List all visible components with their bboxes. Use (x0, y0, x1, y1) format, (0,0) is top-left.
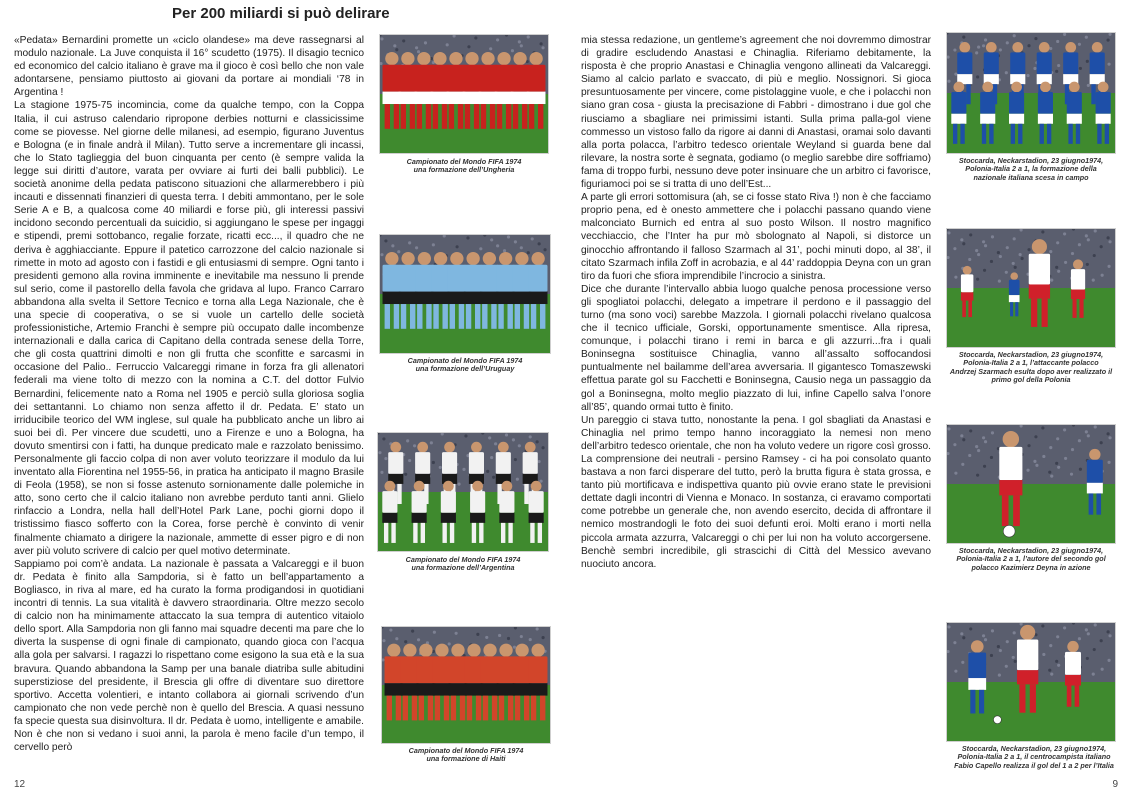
caption-haiti: Campionato del Mondo FIFA 1974 una formazione di Haiti (408, 746, 524, 764)
caption-deyna: Stoccarda, Neckarstadion, 23 giugno1974, Polonia-Italia 2 a 1, l’autore del secondo gol polacco Kazimierz Deyna in azione (956, 546, 1106, 572)
caption-italy-team: Stoccarda, Neckarstadion, 23 giugno1974, Polonia-Italia 2 a 1, la formazione della nazionale italiana scesa in campo (958, 156, 1104, 182)
photo-deyna-action (946, 424, 1116, 544)
left-text-column (14, 34, 364, 754)
article-title: Per 200 miliardi si può delirare (172, 5, 390, 22)
right-paragraph: A parte gli errori sottomisura (ah, se ci fosse stato Riva !) non è che facciamo proprio pena, ed è onesto ammettere che i polacchi passano quando viene malconciato Burnich ed entra al suo posto Wilson. Il nostro magnifico vecchiaccio, che l’Inter ha pur mò sbolognato al Napoli, si distorce un ginocchio affrontando il falloso Szarmach al 31’, pochi minuti dopo, al 38’, il citato Szarmach infila Zoff in acrobazia, e al 44’ raddoppia Deyna con un gran tiro da fuori che sfiora imprendibile l’incrocio a sinistra. (581, 192, 931, 282)
photo-argentina-team (377, 432, 549, 552)
caption-argentina: Campionato del Mondo FIFA 1974 una formazione dell’Argentina (405, 555, 521, 573)
caption-szarmach: Stoccarda, Neckarstadion, 23 giugno1974, Polonia-Italia 2 a 1, l’attaccante polacco Andrzej Szarmach esulta dopo aver realizzato il primo gol della Polonia (949, 350, 1113, 385)
right-paragraph: Dice che durante l’intervallo abbia luogo qualche penosa processione verso gli spogliatoi polacchi, delegato a impetrare il perdono e il passaggio del turno (ma sono voci) sarebbe Mazzola. I giornali polacchi rivelano qualcosa che il tecnico ufficiale, Gorski, opportunamente smentisce. Alla ripresa, comunque, i polacchi tirano i remi in barca e gli azzurri...fra i quali Boninsegna sostituisce Chinaglia, vanno all’assalto soffocandosi puntualmente nel bailamme dell’area avversaria. Il gigantesco Tomaszewski effettua parate gol su Facchetti e Boninsegna, Causio nega un passaggio da gol a Boninsegna, molto meglio piazzato di lui, infine Capello salva l’onore all’85’, quando ormai tutto è finito. (581, 283, 931, 413)
right-text-column (581, 34, 931, 571)
photo-hungary-team (379, 34, 549, 154)
photo-szarmach-celebration (946, 228, 1116, 348)
left-paragraph: Sappiamo poi com’è andata. La nazionale è passata a Valcareggi e il buon dr. Pedata è finito alla Sampdoria, si è fatto un bell’appartamento a Bogliasco, in riva al mare, ed ha curato la forma prodigandosi in quotidiani incontri di tennis. La sua vitalità è davvero straordinaria. Oltre mezzo secolo di calcio non ha minimamente attaccato la sua tempra di autentico vitaiolo dello sport. Alla Sampdoria non gli fanno mai squadre decenti ma pare che lo diverta la suspense di ogni finale di campionato, quando gioca con l’acqua alla gola per salvarsi. I ragazzi lo rispettano come esigono la sua età e la sua bravura. Quando abbandona la Samp per una banale diatriba sulle abitudini superstiziose del presidente, il Brescia gli offre di diventare suo direttore sportivo. Accetta volentieri, e intanto collabora ai giornali scrivendo d’un campionato che non vede perchè non è quello del Brescia. A quasi nessuno fa specie questa sua disinvoltura. Il dr. Pedata è uomo, intelligente e amabile. Non è che non si vedano i suoi anni, la parola è meno facile d’un tempo, il cervello però (14, 558, 364, 754)
photo-italy-team (946, 32, 1116, 154)
photo-haiti-team (381, 626, 551, 744)
photo-capello-goal (946, 622, 1116, 742)
caption-uruguay: Campionato del Mondo FIFA 1974 una formazione dell’Uruguay (407, 356, 523, 374)
caption-hungary: Campionato del Mondo FIFA 1974 una formazione dell’Ungheria (406, 157, 522, 175)
right-paragraph: Un pareggio ci stava tutto, nonostante la pena. I gol sbagliati da Anastasi e Chinaglia nel primo tempo hanno incoraggiato la nemesi non meno dell’arbitro tedesco orientale, che non ha voluto vedere un rigore così grosso. La comprensione dei neutrali - persino Ramsey - ci ha poi consolato quanto bastava a non farci disperare del tutto, però la brutta figura è stata grossa, e tanto più mortificava e indispettiva quanto più ovvie erano state le previsioni dettate dagli incontri di Vienna e Monaco. In sostanza, ci eravamo comportati come potrebbe un generale che, non avendo esercito, decida di affrontare il nemico mostrandogli le foto dei suoi defunti eroi. Molti erano i morti nella piccola armata azzurra, Valcareggi o chi per lui non ha voluto accorgersene. Benchè sembri incredibile, gli strascichi di Città del Messico avevano nuociuto ancora. (581, 414, 931, 570)
caption-capello: Stoccarda, Neckarstadion, 23 giugno1974, Polonia-Italia 2 a 1, il centrocampista italiano Fabio Capello realizza il gol del 1 a 2 per l’Italia (954, 744, 1114, 770)
right-paragraph: mia stessa redazione, un gentleme’s agreement che noi dovremmo dimostrar di gradire escludendo Anastasi e Chinaglia. Riferiamo debitamente, la risposta è che proprio Anastasi e Chinaglia vengono allineati da Valcareggi. Siamo al calcio parlato e svaccato, di più e meglio. Nossignori. Si gioca presuntuosamente per vincere, come pistolaggine vuole, e che i polacchi non siano gran cosa - giusta la precisazione di Fabbri - dimostrano i due gol che riusciamo a sbagliare nei primissimi istanti. Sulla prima palla-gol viene commesso un vistoso fallo da rigore ai danni di Anastasi, oramai solo davanti alla porta polacca, l’arbitro tedesco orientale Weyland si guarda bene dal rilevare, la nostra sorte è segnata, godiamo (o meglio sarebbe dire soffriamo) fama di troppo furbi, nessuno deve poter insinuare che un arbitro ci favorisce, figuriamoci poi se si tratta di uno dell’Est... (581, 35, 931, 191)
page-number-left: 12 (14, 779, 26, 790)
left-paragraph: La stagione 1975-75 incomincia, come da qualche tempo, con la Coppa Italia, il cui astruso calendario ripropone derbies notturni e classicissime come se piovesse. Nel giorne delle milanesi, ad esempio, figurano Juventus e Bologna (e in finale andrà il Milan). Tutto serve a incrementare gli incassi, che lo Stato taglieggia del buon cinquanta per cento (è sempre valida la legge sui diritti d’autore, varata per ovviare ai furti dei balli pubblici). Le società anonime della pedata patiscono situazioni che allarmerebbero i più incauti e dissennati finanzieri di questa terra. I debiti ammontano, per le sole Serie A e B, a qualcosa come 40 miliardi e forse più, gli interessi passivi incidono secondo percentuali da suicidio, si aggiungano le spese per ingaggi e stipendi, premi sottobanco, regalie forzate, ricatti ecc..., il quadro che ne deriva è agghiacciante. Eppure il patetico carrozzone del calcio nazionale si rimette in moto ad agosto con i fastidi e gli entusiasmi di sempre. Ogni tanto i presidenti gemono alla rovina imminente e inevitabile ma nessuno li prende sul serio, come il pastorello della favola che gridava al lupo. Franco Carraro abbandona alla svelta il Settore Tecnico e torna alla Lega Nazionale, che è una specie di cooperativa, o se si vuole un cartello delle società professionistiche, Artemio Franchi è sempre più occupato dalle incombenze internazionali e dalla carica di Capitano della contrada senese della Torre, che gli costa quattrini dimolti e non gli frutta che sconfitte e sarcasmi in occasione del Palio.. Ferruccio Valcareggi rimane in forza fra gli allenatori federali ma viene tolto di mezzo con la nomina a C.T. del dottor Fulvio Bernardini, felicemente nato a Roma nel 1905 e perciò sulla gloriosa soglia dei settantanni. Lo chiamo non senza affetto il dr. Pedata. E’ stato un irriducibile teorico del WM inglese, sul quale ha pubblicato anche un libro ai suoi bei dì. Per vincere due scudetti, uno a Firenze e uno a Bologna, ha dovuto smentirsi con i fatti, ha dunque predicato male e razzolato benissimo. Personalmente gli faccio colpa di non aver voluto teorizzare il modulo da lui inventato alla Fiorentina nel 1955-56, in pratica ha anticipato il magno Brasile di Feola (1958), se non si fosse astenuto sornionamente dalle polemiche in atto, sono certo che il calcio italiano non avrebbe perduto tanti anni. Glielo rinfaccio a Londra, nella hall dell’Hotel Park Lane, pochi giorni dopo il tristissimo fiasco sofferto con la Corea, forse perchè è convinto di venir finalmente chiamato a dirigere la nazionale, ammette di esser pigro e di non aver più voluto scrivere di calcio per quel motivo determinate. (14, 100, 364, 557)
left-paragraph: «Pedata» Bernardini promette un «ciclo olandese» ma deve rassegnarsi al modulo nazionale. La Juve conquista il 16° scudetto (1975). Il disagio tecnico ed economico del calcio italiano è grave ma il gioco è così bello che non vale adontarsene, pensiamo piuttosto ai giovani da portare ai mondiali ‘78 in Argentina ! (14, 35, 364, 99)
page-number-right: 9 (1112, 779, 1118, 790)
photo-uruguay-team (379, 234, 551, 354)
